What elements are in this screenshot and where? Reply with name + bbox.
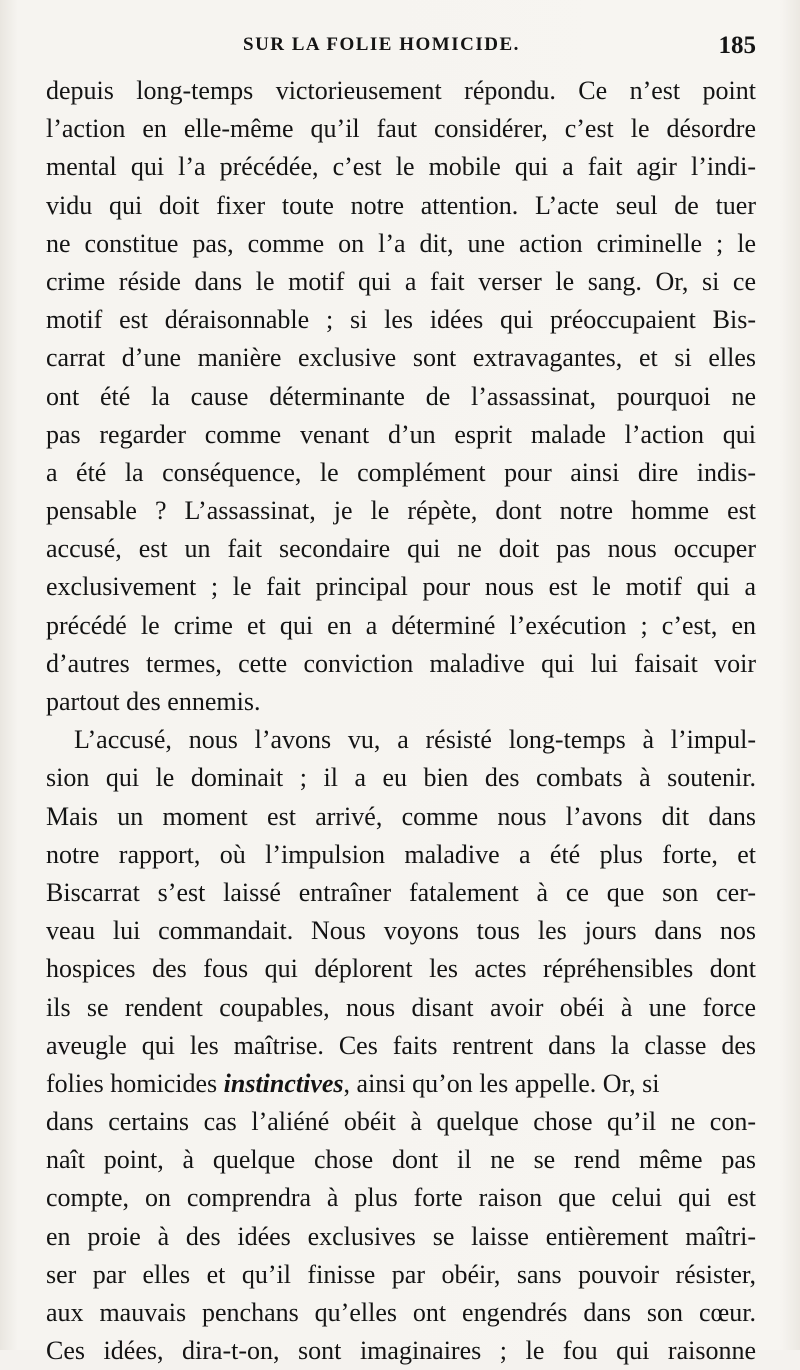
text-line: mental qui l’a précédée, c’est le mobile qui a fait agir l’indi-: [46, 152, 756, 182]
text-line: Ces idées, dira-t-on, sont imaginaires ; le fou qui raisonne: [46, 1336, 756, 1366]
text-line: pas regarder comme venant d’un esprit malade l’action qui: [46, 419, 756, 449]
text-line: ne constitue pas, comme on l’a dit, une action criminelle ; le: [46, 228, 756, 258]
text-segment: folies homicides: [46, 1068, 224, 1098]
text-line: accusé, est un fait secondaire qui ne doit pas nous occuper: [46, 534, 756, 564]
page-number: 185: [718, 32, 756, 59]
text-line: ont été la cause déterminante de l’assassinat, pourquoi ne: [46, 381, 756, 411]
text-line: l’action en elle-même qu’il faut considérer, c’est le désordre: [46, 114, 756, 144]
text-line: veau lui commandait. Nous voyons tous les jours dans nos: [46, 916, 756, 946]
text-line: précédé le crime et qui en a déterminé l’exécution ; c’est, en: [46, 610, 756, 640]
text-line: carrat d’une manière exclusive sont extravagantes, et si elles: [46, 343, 756, 373]
text-line: pensable ? L’assassinat, je le répète, dont notre homme est: [46, 496, 756, 526]
text-line: ils se rendent coupables, nous disant avoir obéi à une force: [46, 992, 756, 1022]
text-line: partout des ennemis.: [46, 687, 261, 716]
text-line: a été la conséquence, le complément pour ainsi dire indis-: [46, 457, 756, 487]
text-segment: , ainsi qu’on les appelle. Or, si: [343, 1068, 660, 1098]
text-line: d’autres termes, cette conviction maladive qui lui faisait voir: [46, 648, 756, 678]
text-line: crime réside dans le motif qui a fait verser le sang. Or, si ce: [46, 266, 756, 296]
text-line: vidu qui doit fixer toute notre attention. L’acte seul de tuer: [46, 190, 756, 220]
text-line: en proie à des idées exclusives se laisse entièrement maîtri-: [46, 1221, 756, 1251]
text-line: naît point, à quelque chose dont il ne se rend même pas: [46, 1145, 756, 1175]
text-line: notre rapport, où l’impulsion maladive a été plus forte, et: [46, 839, 756, 869]
emphasized-word: instinctives: [223, 1068, 344, 1098]
text-line: aux mauvais penchans qu’elles ont engendrés dans son cœur.: [46, 1298, 756, 1327]
text-line: aveugle qui les maîtrise. Ces faits rentrent dans la classe des: [46, 1030, 756, 1060]
running-head: [0, 34, 800, 64]
text-line: motif est déraisonnable ; si les idées qui préoccupaient Bis-: [46, 305, 756, 335]
text-line: exclusivement ; le fait principal pour nous est le motif qui a: [46, 572, 756, 602]
text-line: Biscarrat s’est laissé entraîner fatalement à ce que son cer-: [46, 877, 756, 907]
text-line: depuis long-temps victorieusement répondu. Ce n’est point: [46, 76, 756, 105]
text-line: compte, on comprendra à plus forte raison que celui qui est: [46, 1183, 756, 1213]
text-line: sion qui le dominait ; il a eu bien des combats à soutenir.: [46, 763, 756, 793]
text-line-with-emphasis: [46, 1065, 756, 1103]
body-text: [46, 72, 756, 1370]
text-line: hospices des fous qui déplorent les actes répréhensibles dont: [46, 954, 756, 984]
text-line: dans certains cas l’aliéné obéit à quelque chose qu’il ne con-: [46, 1107, 756, 1137]
text-line: Mais un moment est arrivé, comme nous l’avons dit dans: [46, 801, 756, 831]
running-title: SUR LA FOLIE HOMICIDE.: [243, 34, 520, 55]
text-line: L’accusé, nous l’avons vu, a résisté long-temps à l’impul-: [74, 725, 756, 755]
text-line: ser par elles et qu’il finisse par obéir, sans pouvoir résister,: [46, 1259, 756, 1289]
